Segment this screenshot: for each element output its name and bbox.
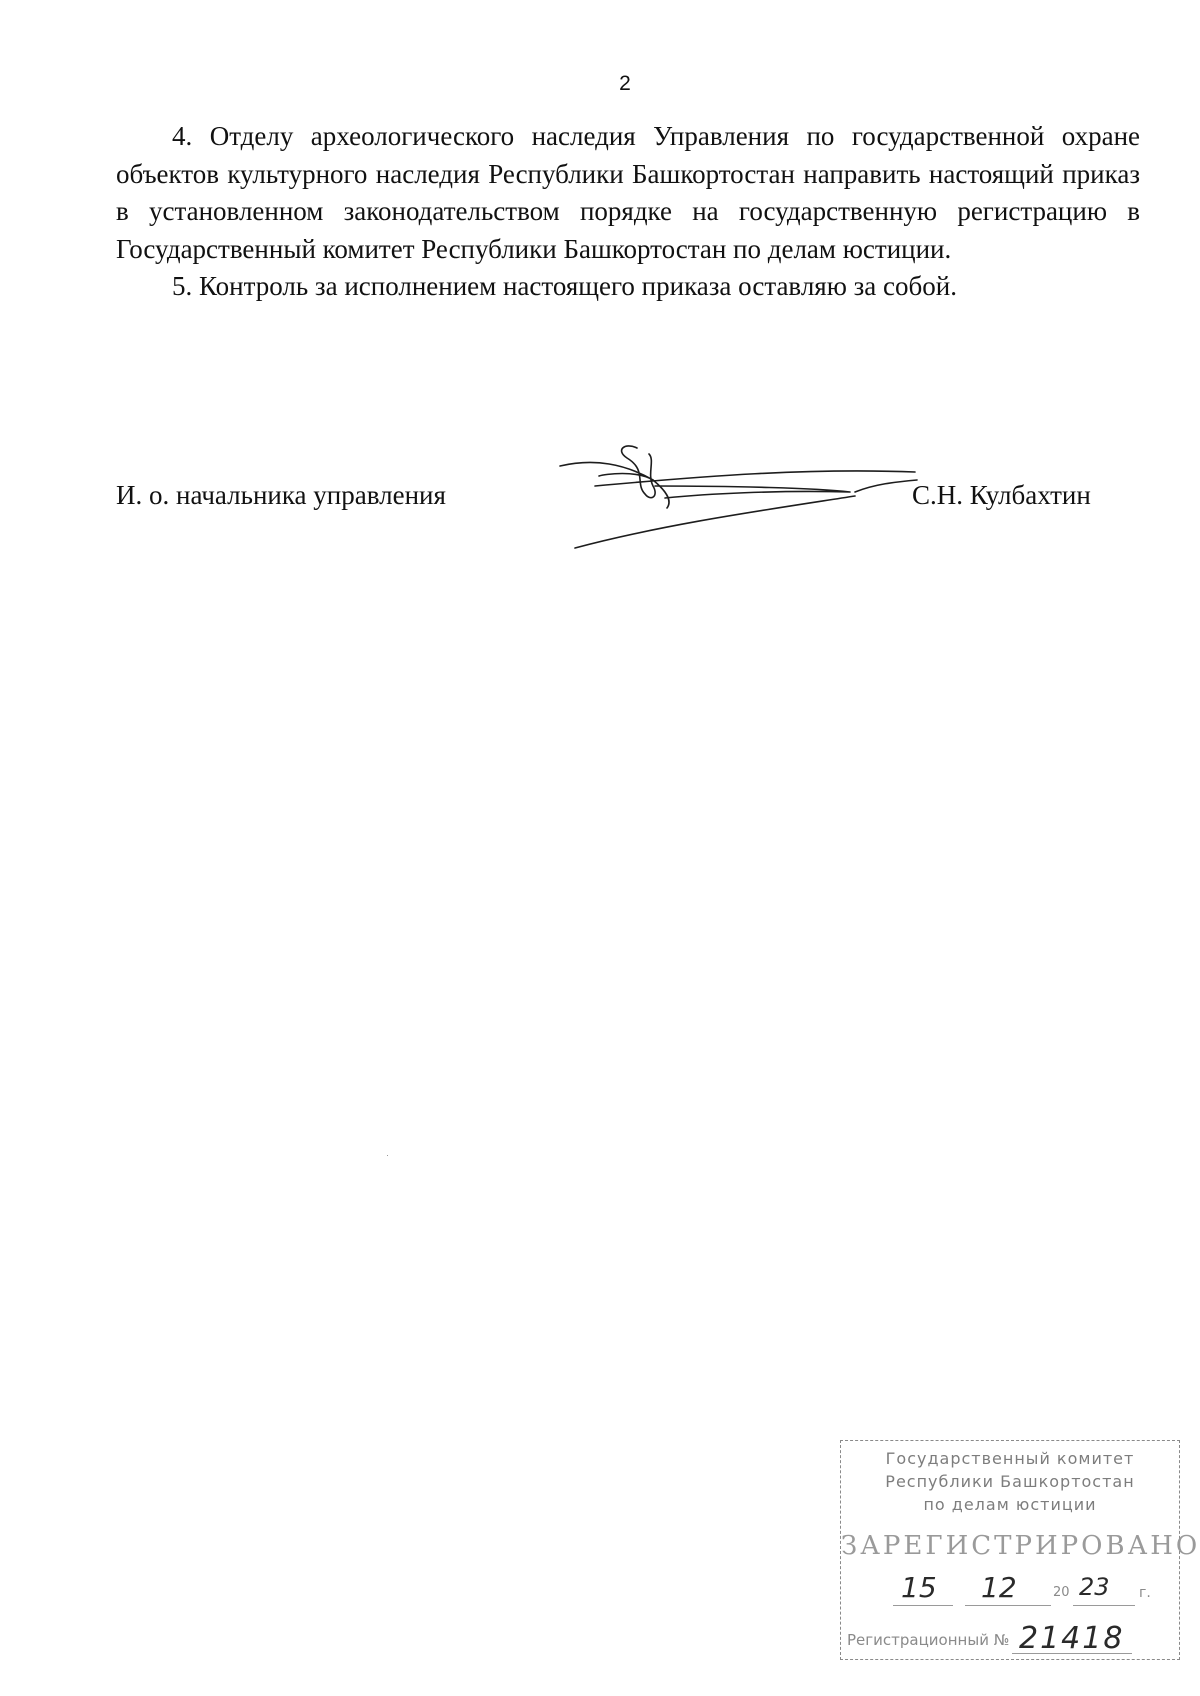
- stamp-date-year: 23: [1079, 1573, 1110, 1601]
- stamp-status: ЗАРЕГИСТРИРОВАНО: [841, 1531, 1200, 1561]
- stamp-year-prefix: 20: [1053, 1585, 1070, 1600]
- stamp-date-day: 15: [901, 1571, 937, 1604]
- stamp-date: [841, 1571, 1179, 1611]
- stamp-line-2: Республики Башкортостан: [885, 1472, 1135, 1491]
- page-number: 2: [619, 72, 631, 95]
- document-body: [116, 118, 1140, 306]
- paragraph-5: 5. Контроль за исполнением настоящего приказа оставляю за собой.: [172, 271, 957, 301]
- stamp-year-line: [1073, 1605, 1135, 1606]
- stamp-day-line: [893, 1605, 953, 1606]
- stamp-reg-number: 21418: [1019, 1621, 1125, 1656]
- stamp-registration: [847, 1621, 1177, 1656]
- signatory-name: С.Н. Кулбахтин: [912, 480, 1091, 510]
- handwritten-signature: [555, 440, 920, 550]
- stamp-date-month: 12: [981, 1571, 1017, 1604]
- signatory-title: И. о. начальника управления: [116, 480, 446, 510]
- stamp-reg-label: Регистрационный №: [847, 1631, 1010, 1649]
- stamp-year-mark: г.: [1139, 1585, 1151, 1601]
- stamp-line-1: Государственный комитет: [885, 1449, 1135, 1468]
- stamp-line-3: по делам юстиции: [923, 1495, 1097, 1514]
- registration-stamp: [840, 1440, 1200, 1660]
- stamp-month-line: [965, 1605, 1051, 1606]
- scan-speck: [387, 1155, 388, 1156]
- paragraph-4: 4. Отделу археологического наследия Управления по государственной охране объектов культурного наследия Республики Башкортостан направить настоящий приказ в установленном законодательством порядке на государственную регистрацию в Государственный комитет Республики Башкортостан по делам юстиции.: [116, 121, 1140, 264]
